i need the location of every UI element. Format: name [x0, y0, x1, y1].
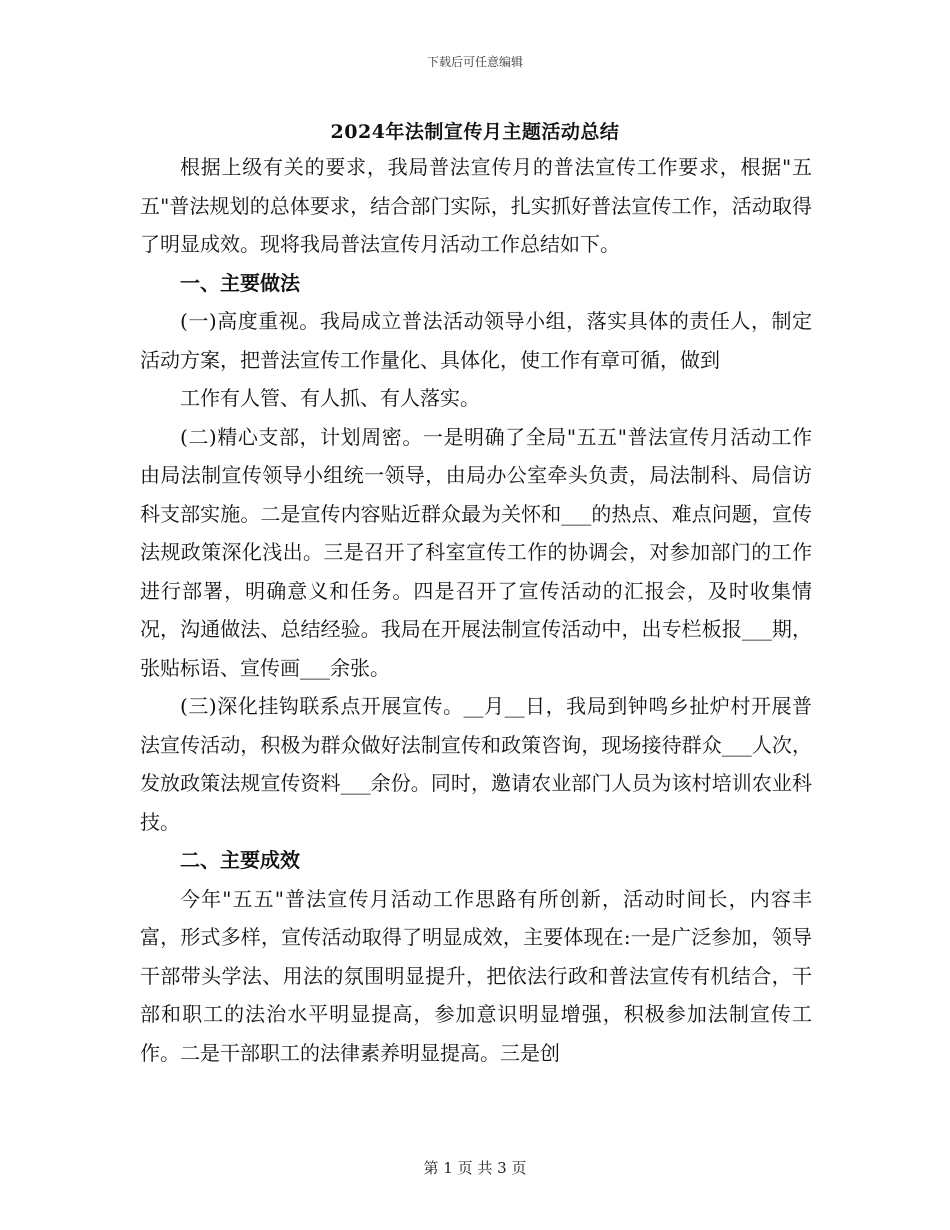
page-number-footer: 第 1 页 共 3 页	[423, 1159, 527, 1177]
paragraph-item-1-continued: 工作有人管、有人抓、有人落实。	[180, 386, 480, 410]
section-heading-main-practices: 一、主要做法	[180, 270, 300, 295]
page-header-note: 下载后可任意编辑	[426, 55, 523, 69]
section-heading-main-results: 二、主要成效	[180, 848, 300, 872]
paragraph-item-3: (三)深化挂钩联系点开展宣传。__月__日，我局到钟鸣乡扯炉村开展普法宣传活动，积极为群众做好法制宣传和政策咨询，现场接待群众___人次，发放政策法规宣传资料___余份。同时，邀请农业部门人员为该村培训农业科技。	[140, 694, 812, 834]
paragraph-intro: 根据上级有关的要求，我局普法宣传月的普法宣传工作要求，根据"五五"普法规划的总体要求，结合部门实际，扎实抓好普法宣传工作，活动取得了明显成效。现将我局普法宣传月活动工作总结如下。	[140, 155, 812, 256]
document-body	[140, 148, 812, 1072]
paragraph-item-2: (二)精心支部，计划周密。一是明确了全局"五五"普法宣传月活动工作由局法制宣传领导小组统一领导，由局办公室牵头负责，局法制科、局信访科支部实施。二是宣传内容贴近群众最为关怀和___的热点、难点问题，宣传法规政策深化浅出。三是召开了科室宣传工作的协调会，对参加部门的工作进行部署，明确意义和任务。四是召开了宣传活动的汇报会，及时收集情况，沟通做法、总结经验。我局在开展法制宣传活动中，出专栏板报___期，张贴标语、宣传画___余张。	[140, 424, 812, 680]
paragraph-results: 今年"五五"普法宣传月活动工作思路有所创新，活动时间长，内容丰富，形式多样，宣传活动取得了明显成效，主要体现在:一是广泛参加，领导干部带头学法、用法的氛围明显提升，把依法行政和普法宣传有机结合，干部和职工的法治水平明显提高，参加意识明显增强，积极参加法制宣传工作。二是干部职工的法律素养明显提高。三是创	[140, 886, 812, 1065]
document-title: 2024年法制宣传月主题活动总结	[330, 121, 620, 143]
paragraph-item-1: (一)高度重视。我局成立普法活动领导小组，落实具体的责任人，制定活动方案，把普法宣传工作量化、具体化，使工作有章可循，做到	[140, 309, 812, 372]
